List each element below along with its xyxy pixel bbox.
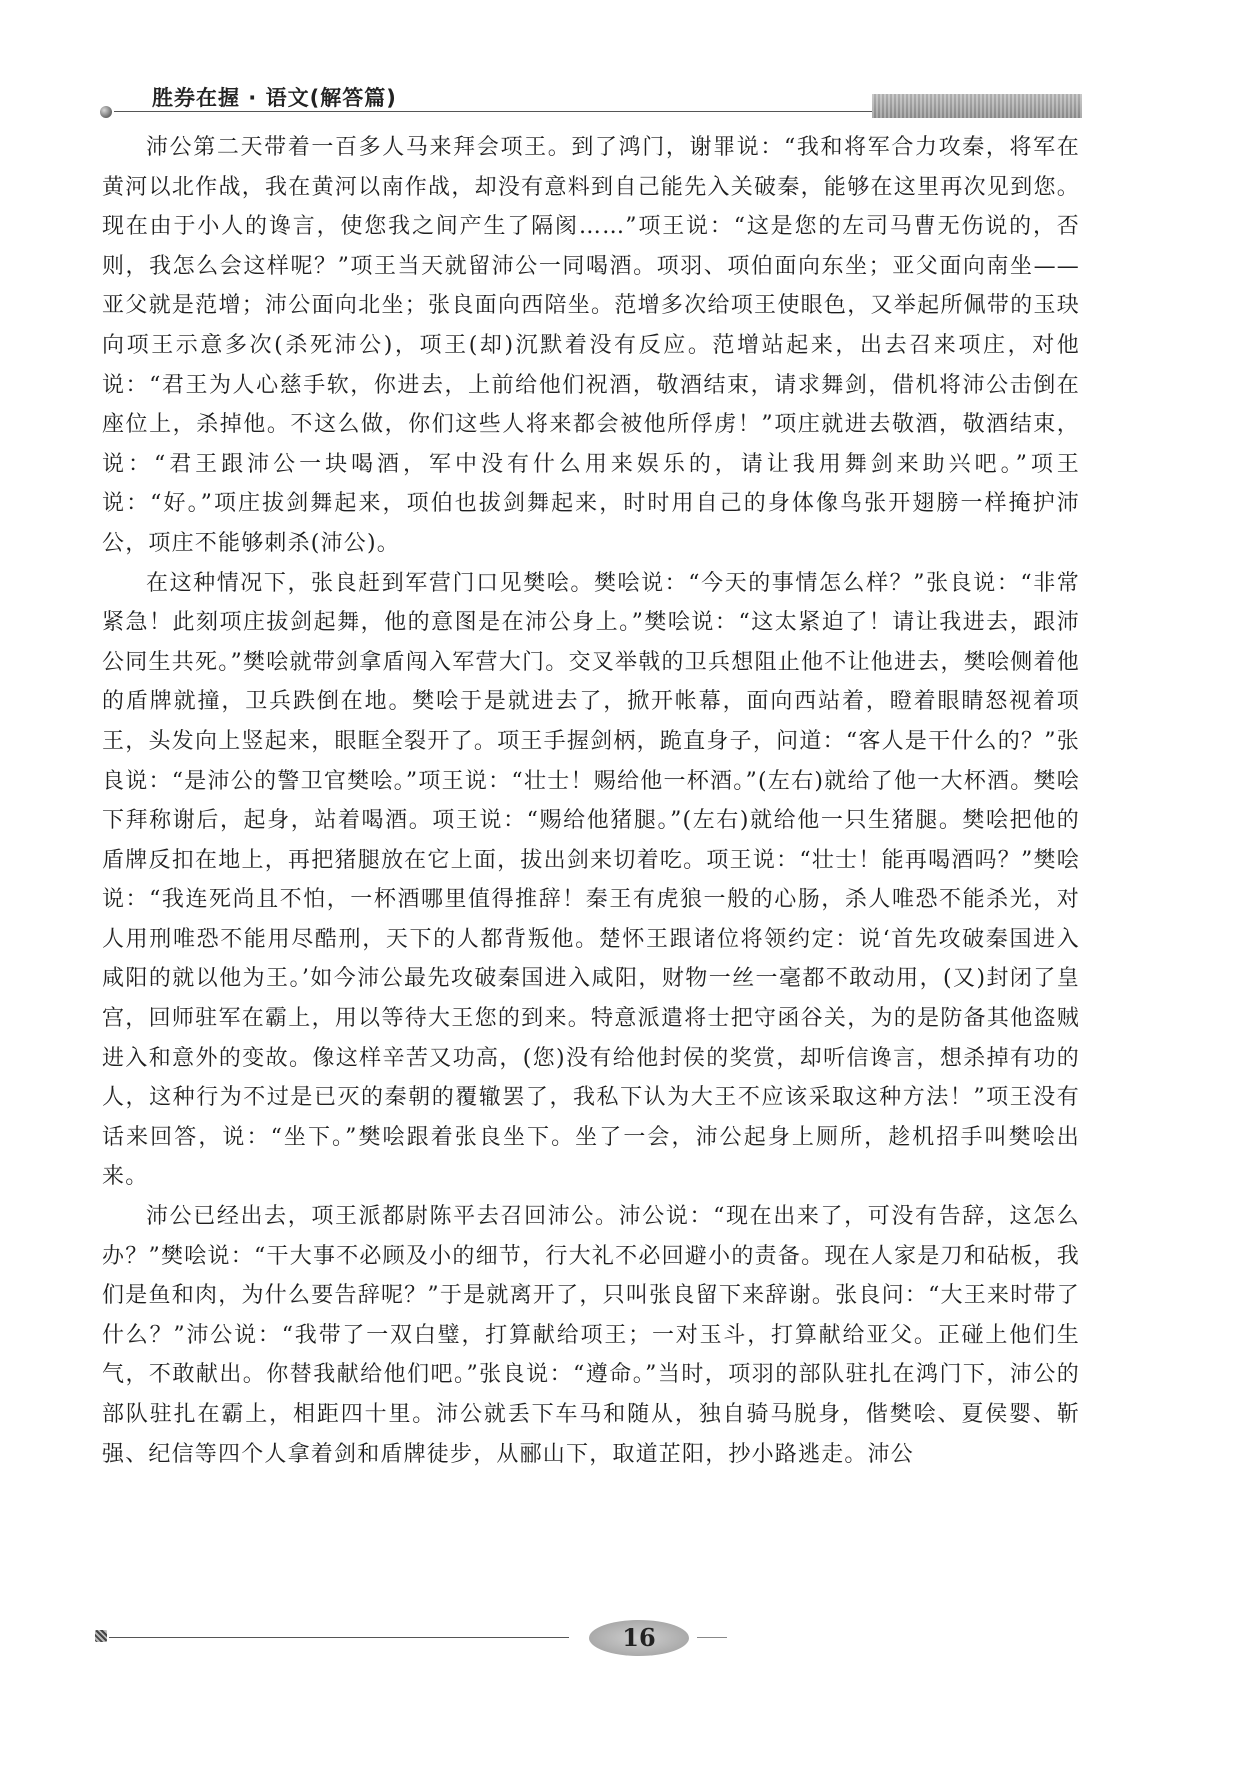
- header-rule: [114, 111, 876, 112]
- paragraph-1: 沛公第二天带着一百多人马来拜会项王。到了鸿门，谢罪说：“我和将军合力攻秦，将军在黄河以北作战，我在黄河以南作战，却没有意料到自己能先入关破秦，能够在这里再次见到您。现在由于小人的谗言，使您我之间产生了隔阂……”项王说：“这是您的左司马曹无伤说的，否则，我怎么会这样呢？”项王当天就留沛公一同喝酒。项羽、项伯面向东坐；亚父面向南坐——亚父就是范增；沛公面向北坐；张良面向西陪坐。范增多次给项王使眼色，又举起所佩带的玉玦向项王示意多次(杀死沛公)，项王(却)沉默着没有反应。范增站起来，出去召来项庄，对他说：“君王为人心慈手软，你进去，上前给他们祝酒，敬酒结束，请求舞剑，借机将沛公击倒在座位上，杀掉他。不这么做，你们这些人将来都会被他所俘虏！”项庄就进去敬酒，敬酒结束，说：“君王跟沛公一块喝酒，军中没有什么用来娱乐的，请让我用舞剑来助兴吧。”项王说：“好。”项庄拔剑舞起来，项伯也拔剑舞起来，时时用自己的身体像鸟张开翅膀一样掩护沛公，项庄不能够刺杀(沛公)。: [102, 135, 1080, 556]
- header-title: 胜券在握 · 语文(解答篇): [152, 86, 397, 110]
- footer-mark-icon: [95, 1630, 107, 1642]
- page-header: [100, 80, 1080, 120]
- header-bullet-icon: [100, 106, 112, 118]
- page-number: 16: [589, 1620, 689, 1656]
- header-decorative-bar: [872, 94, 1082, 118]
- page-footer: [95, 1620, 1085, 1660]
- paragraph-2: 在这种情况下，张良赶到军营门口见樊哙。樊哙说：“今天的事情怎么样？”张良说：“非常紧急！此刻项庄拔剑起舞，他的意图是在沛公身上。”樊哙说：“这太紧迫了！请让我进去，跟沛公同生共死。”樊哙就带剑拿盾闯入军营大门。交叉举戟的卫兵想阻止他不让他进去，樊哙侧着他的盾牌就撞，卫兵跌倒在地。樊哙于是就进去了，掀开帐幕，面向西站着，瞪着眼睛怒视着项王，头发向上竖起来，眼眶全裂开了。项王手握剑柄，跪直身子，问道：“客人是干什么的？”张良说：“是沛公的警卫官樊哙。”项王说：“壮士！赐给他一杯酒。”(左右)就给了他一大杯酒。樊哙下拜称谢后，起身，站着喝酒。项王说：“赐给他猪腿。”(左右)就给他一只生猪腿。樊哙把他的盾牌反扣在地上，再把猪腿放在它上面，拔出剑来切着吃。项王说：“壮士！能再喝酒吗？”樊哙说：“我连死尚且不怕，一杯酒哪里值得推辞！秦王有虎狼一般的心肠，杀人唯恐不能杀光，对人用刑唯恐不能用尽酷刑，天下的人都背叛他。楚怀王跟诸位将领约定：说‘首先攻破秦国进入咸阳的就以他为王。’如今沛公最先攻破秦国进入咸阳，财物一丝一毫都不敢动用，(又)封闭了皇宫，回师驻军在霸上，用以等待大王您的到来。特意派遣将士把守函谷关，为的是防备其他盗贼进入和意外的变故。像这样辛苦又功高，(您)没有给他封侯的奖赏，却听信谗言，想杀掉有功的人，这种行为不过是已灭的秦朝的覆辙罢了，我私下认为大王不应该采取这种方法！”项王没有话来回答，说：“坐下。”樊哙跟着张良坐下。坐了一会，沛公起身上厕所，趁机招手叫樊哙出来。: [102, 570, 1080, 1190]
- paragraph-3: 沛公已经出去，项王派都尉陈平去召回沛公。沛公说：“现在出来了，可没有告辞，这怎么办？”樊哙说：“干大事不必顾及小的细节，行大礼不必回避小的责备。现在人家是刀和砧板，我们是鱼和肉，为什么要告辞呢？”于是就离开了，只叫张良留下来辞谢。张良问：“大王来时带了什么？”沛公说：“我带了一双白璧，打算献给项王；一对玉斗，打算献给亚父。正碰上他们生气，不敢献出。你替我献给他们吧。”张良说：“遵命。”当时，项羽的部队驻扎在鸿门下，沛公的部队驻扎在霸上，相距四十里。沛公就丢下车马和随从，独自骑马脱身，偕樊哙、夏侯婴、靳强、纪信等四个人拿着剑和盾牌徒步，从郦山下，取道芷阳，抄小路逃走。沛公: [102, 1204, 1080, 1467]
- footer-rule-right: [697, 1637, 727, 1638]
- body-text: [102, 128, 1080, 1474]
- footer-rule: [109, 1637, 569, 1638]
